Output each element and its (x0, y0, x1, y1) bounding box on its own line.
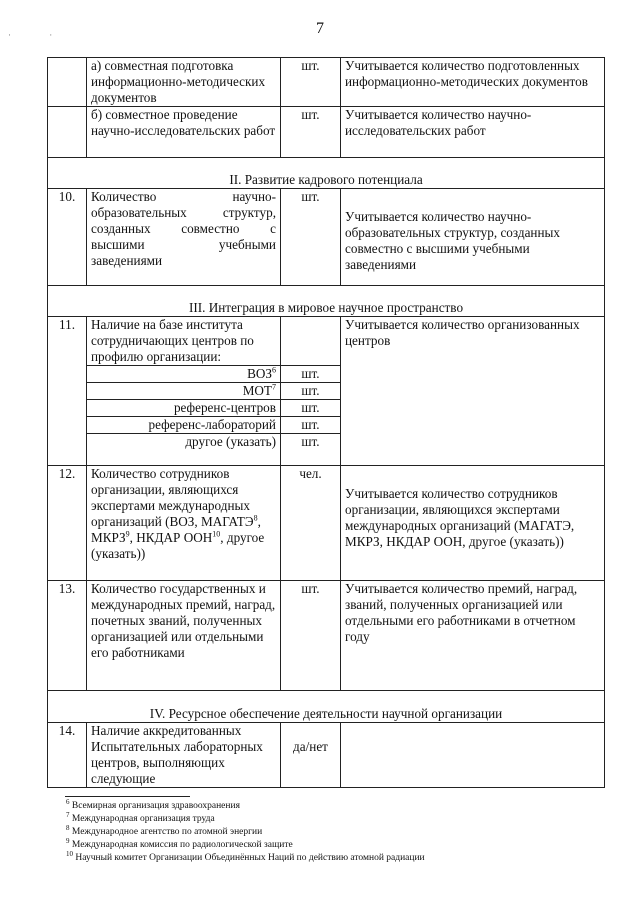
table-row (48, 317, 605, 366)
note-cell: Учитывается количество научно-образовательных структур, созданных совместно с высшими учебными заведениями (341, 189, 605, 286)
note-cell: Учитывается количество научно-исследовательских работ (341, 107, 605, 158)
row-number: 13. (48, 581, 87, 691)
footnotes (66, 796, 586, 865)
sub-indicator-label: МОТ$^7$ (87, 383, 281, 400)
indicator-name-cell: Наличие аккредитованных Испытательных лабораторных центров, выполняющих следующие (87, 723, 281, 788)
indicator-name-cell: Количество научно-образовательных структур, созданных совместно с высшими учебными заведениями (87, 189, 281, 286)
unit-cell: да/нет (281, 723, 341, 788)
section-heading: II. Развитие кадрового потенциала (48, 158, 605, 189)
unit-cell: шт. (281, 383, 341, 400)
footnote: $^7$ Международная организация труда (66, 810, 215, 824)
page-number: 7 (316, 20, 324, 37)
row-number: 11. (48, 317, 87, 466)
unit-cell: шт. (281, 366, 341, 383)
section-heading: IV. Ресурсное обеспечение деятельности научной организации (48, 691, 605, 723)
indicator-name-cell: Количество сотрудников организации, являющихся экспертами международных организаций (ВОЗ, МАГАТЭ$^8$, МКРЗ$^9$, НКДАР ООН$^{10}$, другое (указать)) (87, 466, 281, 581)
footnote: $^6$ Всемирная организация здравоохранения (66, 797, 240, 811)
table-row (48, 466, 605, 581)
note-cell: Учитывается количество премий, наград, званий, полученных организацией или отдельными его работниками в отчетном году (341, 581, 605, 691)
unit-cell: шт. (281, 107, 341, 158)
footnote: $^9$ Международная комиссия по радиологической защите (66, 836, 293, 850)
section-heading-row (48, 158, 605, 189)
row-number-cell (48, 107, 87, 158)
scan-specks: · · (8, 30, 71, 40)
sub-indicator-label: другое (указать) (87, 434, 281, 466)
row-number: 12. (48, 466, 87, 581)
table-row (48, 189, 605, 286)
table-row (48, 107, 605, 158)
unit-cell: шт. (281, 400, 341, 417)
note-cell: Учитывается количество подготовленных информационно-методических документов (341, 58, 605, 107)
section-heading-row (48, 286, 605, 317)
footnote: $^{10}$ Научный комитет Организации Объединённых Наций по действию атомной радиации (66, 849, 425, 863)
indicator-name-cell: б) совместное проведение научно-исследовательских работ (87, 107, 281, 158)
sub-indicator-label: ВОЗ$^6$ (87, 366, 281, 383)
section-heading: III. Интеграция в мировое научное пространство (48, 286, 605, 317)
unit-cell: чел. (281, 466, 341, 581)
sub-indicator-label: референс-центров (87, 400, 281, 417)
note-cell: Учитывается количество сотрудников организации, являющихся экспертами международных организаций (МАГАТЭ, МКРЗ, НКДАР ООН, другое (указать)) (341, 466, 605, 581)
unit-cell: шт. (281, 581, 341, 691)
footnote-separator (65, 796, 190, 797)
table-row (48, 723, 605, 788)
table-row (48, 581, 605, 691)
section-heading-row (48, 691, 605, 723)
unit-cell: шт. (281, 189, 341, 286)
unit-cell: шт. (281, 417, 341, 434)
indicator-name-cell: Наличие на базе института сотрудничающих центров по профилю организации: (87, 317, 281, 366)
indicator-name-cell: а) совместная подготовка информационно-методических документов (87, 58, 281, 107)
unit-cell (281, 317, 341, 366)
row-number-cell (48, 58, 87, 107)
sub-indicator-label: референс-лабораторий (87, 417, 281, 434)
footnote: $^8$ Международное агентство по атомной энергии (66, 823, 263, 837)
table-row (48, 58, 605, 107)
note-cell: Учитывается количество организованных центров (341, 317, 605, 466)
unit-cell: шт. (281, 434, 341, 466)
row-number: 10. (48, 189, 87, 286)
note-cell (341, 723, 605, 788)
row-number: 14. (48, 723, 87, 788)
unit-cell: шт. (281, 58, 341, 107)
indicators-table (47, 57, 605, 788)
indicator-name-cell: Количество государственных и международных премий, наград, почетных званий, полученных организацией или отдельными его работниками (87, 581, 281, 691)
